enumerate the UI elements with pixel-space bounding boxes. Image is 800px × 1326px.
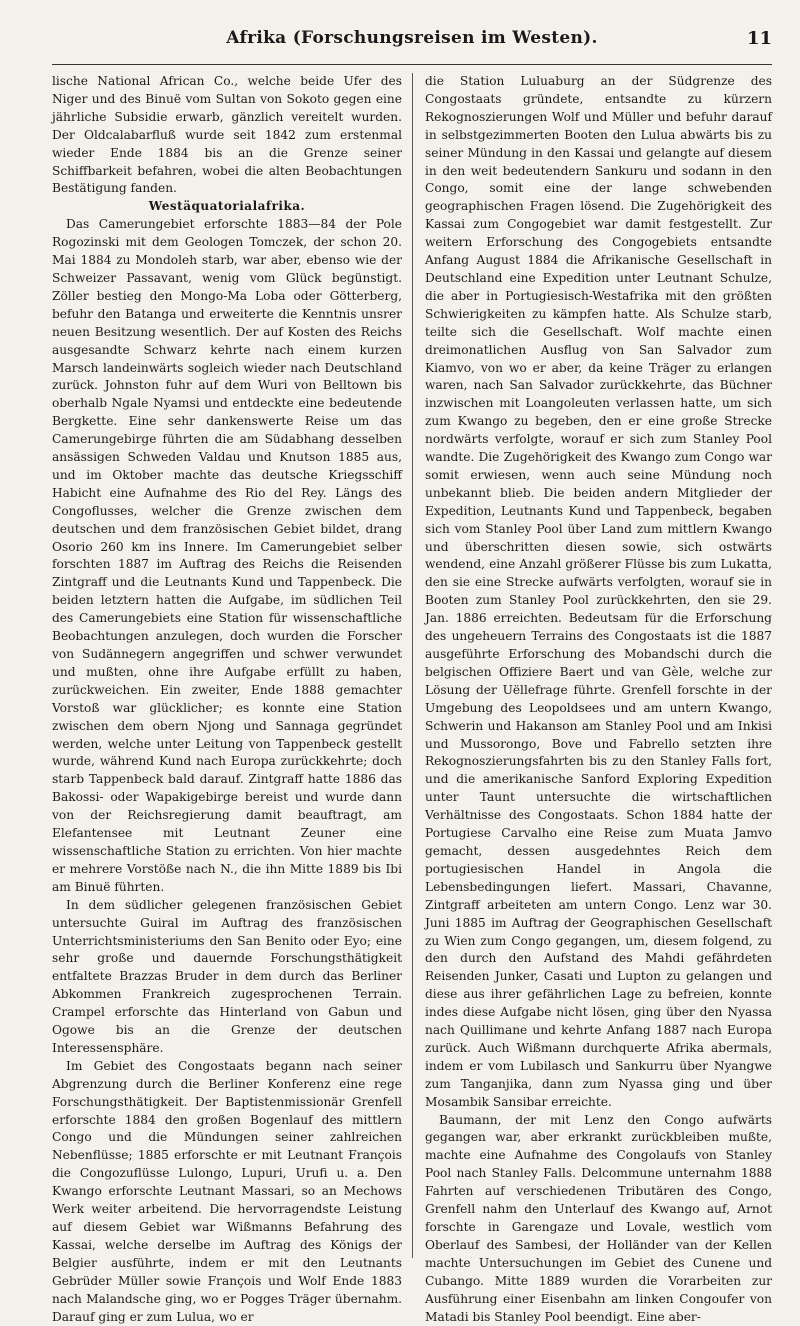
paragraph: In dem südlicher gelegenen französischen Gebiet untersuchte Guiral im Auftrag des französischen Unterrichtsministeriums den San Benito oder Eyo; eine sehr große und dauernde Forschungsthätigkeit entfaltete Brazzas Bruder in dem durch das Berliner Abkommen Frankreich zugesprochenen Terrain. Crampel erforschte das Hinterland von Gabun und Ogowe bis an die Grenze der deutschen Interessensphäre. <box>52 897 402 1055</box>
text-columns <box>52 73 772 1324</box>
paragraph: Baumann, der mit Lenz den Congo aufwärts gegangen war, aber erkrankt zurückbleiben mußte, machte eine Aufnahme des Congolaufs von Stanley Pool nach Stanley Falls. Delcommune unternahm 1888 Fahrten auf verschiedenen Tributären des Congo, Grenfell nahm den Unterlauf des Kwango auf, Arnot forschte in Garengaze und Lovale, westlich vom Oberlauf des Sambesi, der Holländer van der Kellen machte Untersuchungen im Gebiet des Cunene und Cubango. Mitte 1889 wurden die Vorarbeiten zur Ausführung einer Eisenbahn am linken Congoufer von Matadi bis Stanley Pool beendigt. Eine aber- <box>425 1112 772 1324</box>
running-title: Afrika (Forschungsreisen im Westen). <box>226 28 598 48</box>
section-heading: Westäquatorialafrika. <box>148 199 306 214</box>
left-column <box>52 73 412 1324</box>
paragraph: die Station Luluaburg an der Südgrenze des Congostaats gründete, entsandte zu kürzern Rekognoszierungen Wolf und Müller und befuhr darauf in selbstgezimmerten Booten den Lulua abwärts bis zu seiner Mündung in den Kassai und gelangte auf diesem in den weit bedeutendern Sankuru und sodann in den Congo, somit eine der lange schwebenden geographischen Fragen lösend. Die Zugehörigkeit des Kassai zum Congogebiet war damit festgestellt. Zur weitern Erforschung des Congogebiets entsandte Anfang August 1884 die Afrikanische Gesellschaft in Deutschland eine Expedition unter Leutnant Schulze, die aber in Portugiesisch-Westafrika mit den größten Schwierigkeiten zu kämpfen hatte. Als Schulze starb, teilte sich die Gesellschaft. Wolf machte einen dreimonatlichen Ausflug von San Salvador zum Kiamvo, von wo er aber, da keine Träger zu erlangen waren, nach San Salvador zurückkehrte, das Büchner inzwischen mit Loangoleuten verlassen hatte, um sich zum Kwango zu begeben, den er eine große Strecke nordwärts verfolgte, worauf er sich zum Stanley Pool wandte. Die Zugehörigkeit des Kwango zum Congo war somit erwiesen, wenn auch seine Mündung noch unbekannt blieb. Die beiden andern Mitglieder der Expedition, Leutnants Kund und Tappenbeck, begaben sich vom Stanley Pool über Land zum mittlern Kwango und überschritten diesen sowie, sich ostwärts wendend, eine Anzahl größerer Flüsse bis zum Lukatta, den sie eine Strecke aufwärts verfolgten, worauf sie in Booten zum Stanley Pool zurückkehrten, den sie 29. Jan. 1886 erreichten. Bedeutsam für die Erforschung des ungeheuern Terrains des Congostaats ist die 1887 ausgeführte Erforschung des Mobandschi durch die belgischen Offiziere Baert und van Gèle, welche zur Lösung der Uëllefrage führte. Grenfell forschte in der Umgebung des Leopoldsees und am untern Kwango, Schwerin und Hakanson am Stanley Pool und am Inkisi und Mussorongo, Bove und Fabrello setzten ihre Rekognoszierungsfahrten bis zu den Stanley Falls fort, und die amerikanische Sanford Exploring Expedition unter Taunt untersuchte die wirtschaftlichen Verhältnisse des Congostaats. Schon 1884 hatte der Portugiese Carvalho eine Reise zum Muata Jamvo gemacht, dessen ausgedehntes Reich dem portugiesischen Handel in Angola die Lebensbedingungen liefert. Massari, Chavanne, Zintgraff arbeiteten am untern Congo. Lenz war 30. Juni 1885 im Auftrag der Geographischen Gesellschaft zu Wien zum Congo gegangen, um, diesem folgend, zu den durch den Aufstand des Mahdi gefährdeten Reisenden Junker, Casati und Lupton zu gelangen und diese aus ihrer gefährlichen Lage zu befreien, konnte indes diese Aufgabe nicht lösen, ging über den Nyassa nach Quillimane und kehrte Anfang 1887 nach Europa zurück. Auch Wißmann durchquerte Afrika abermals, indem er vom Lubilasch und Sankurru über Nyangwe zum Tanganjika, dann zum Nyassa ging und über Mosambik Sansibar erreichte. <box>425 74 772 1109</box>
header-rule <box>52 64 772 65</box>
page-number: 11 <box>746 28 772 49</box>
page-header <box>52 28 772 58</box>
paragraph: Das Camerungebiet erforschte 1883—84 der Pole Rogozinski mit dem Geologen Tomczek, der schon 20. Mai 1884 zu Mondoleh starb, war aber, ebenso wie der Schweizer Passavant, wenig vom Glück begünstigt. Zöller bestieg den Mongo-Ma Loba oder Götterberg, befuhr den Batanga und erweiterte die Kenntnis unsrer neuen Besitzung wesentlich. Der auf Kosten des Reichs ausgesandte Schwarz kehrte nach einem kurzen Marsch landeinwärts sogleich wieder nach Deutschland zurück. Johnston fuhr auf dem Wuri von Belltown bis oberhalb Ngale Nyamsi und entdeckte eine bedeutende Bergkette. Eine sehr dankenswerte Reise um das Camerungebirge führten die am Südabhang desselben ansässigen Schweden Valdau und Knutson 1885 aus, und im Oktober machte das deutsche Kriegsschiff Habicht eine Aufnahme des Rio del Rey. Längs des Congoflusses, welcher die Grenze zwischen dem deutschen und dem französischen Gebiet bildet, drang Osorio 260 km ins Innere. Im Camerungebiet selber forschten 1887 im Auftrag des Reichs die Reisenden Zintgraff und die Leutnants Kund und Tappenbeck. Die beiden letztern hatten die Aufgabe, im südlichen Teil des Camerungebiets eine Station für wissenschaftliche Beobachtungen anzulegen, doch wurden die Forscher von Sudännegern angegriffen und schwer verwundet und mußten, ohne ihre Aufgabe erfüllt zu haben, zurückweichen. Ein zweiter, Ende 1888 gemachter Vorstoß war glücklicher; es konnte eine Station zwischen dem obern Njong und Sannaga gegründet werden, welche unter Leitung von Tappenbeck gestellt wurde, während Kund nach Europa zurückkehrte; doch starb Tappenbeck bald darauf. Zintgraff hatte 1886 das Bakossi- oder Wapakigebirge bereist und wurde dann von der Reichsregierung damit beauftragt, am Elefantensee mit Leutnant Zeuner eine wissenschaftliche Station zu errichten. Von hier machte er mehrere Vorstöße nach N., die ihn Mitte 1889 bis Ibi am Binuë führten. <box>52 217 402 894</box>
right-column <box>412 73 772 1324</box>
paragraph: lische National African Co., welche beide Ufer des Niger und des Binuë vom Sultan von Sokoto gegen eine jährliche Subsidie erwarb, gänzlich vereitelt wurden. Der Oldcalabarfluß wurde seit 1842 zum erstenmal wieder Ende 1884 bis an die Grenze seiner Schiffbarkeit befahren, wobei die alten Beobachtungen Bestätigung fanden. <box>52 74 402 196</box>
paragraph: Im Gebiet des Congostaats begann nach seiner Abgrenzung durch die Berliner Konferenz eine rege Forschungsthätigkeit. Der Baptistenmissionär Grenfell erforschte 1884 den großen Bogenlauf des mittlern Congo und die Mündungen seiner zahlreichen Nebenflüsse; 1885 erforschte er mit Leutnant François die Congozuflüsse Lulongo, Lupuri, Urufi u. a. Den Kwango erforschte Leutnant Massari, so an Mechows Werk weiter arbeitend. Die hervorragendste Leistung auf diesem Gebiet war Wißmanns Befahrung des Kassai, welche derselbe im Auftrag des Königs der Belgier ausführte, indem er mit den Leutnants Gebrüder Müller sowie François und Wolf Ende 1883 nach Malandsche ging, wo er Pogges Träger übernahm. Darauf ging er zum Lulua, wo er <box>52 1058 402 1324</box>
